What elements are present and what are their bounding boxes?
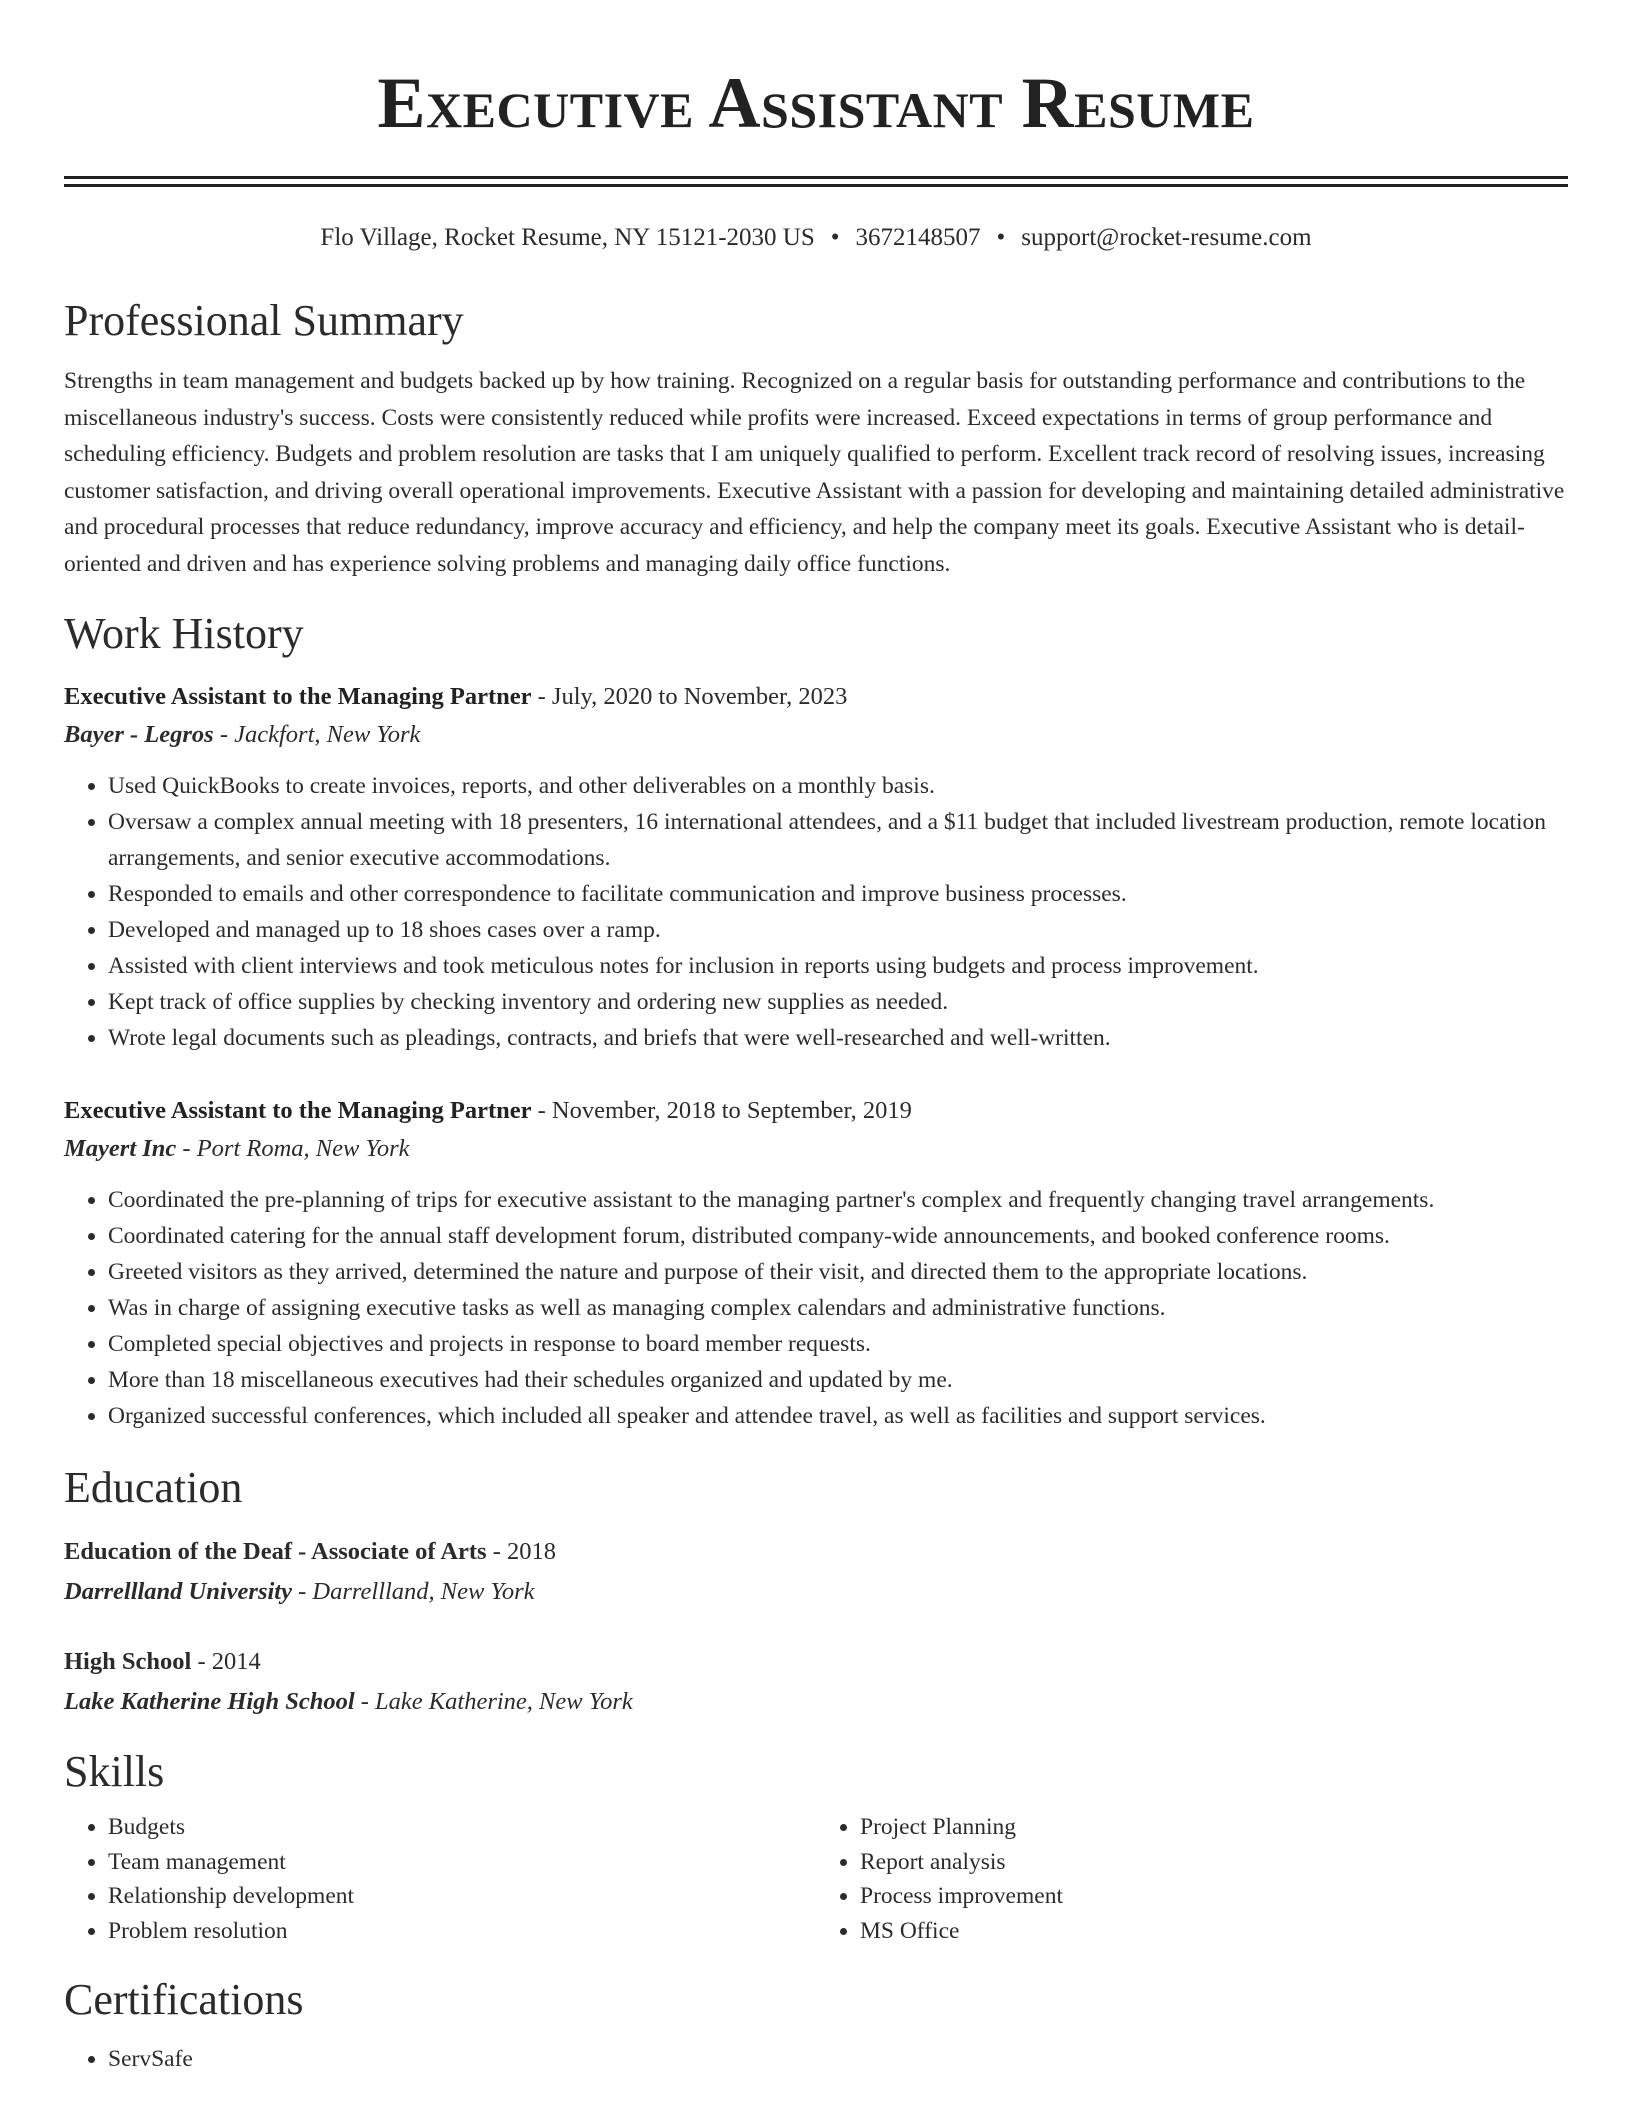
degree-name: Education of the Deaf - Associate of Arts (64, 1538, 487, 1565)
job-title-line (64, 1092, 1568, 1130)
school-location: - Lake Katherine, New York (354, 1688, 633, 1715)
contact-address: Flo Village, Rocket Resume, NY 15121-2030 US (320, 224, 815, 251)
contact-email[interactable]: support@rocket-resume.com (1021, 224, 1312, 251)
job-bullet: • Coordinated catering for the annual staff development forum, distributed company-wide announcements, and booked conference rooms. (108, 1218, 1568, 1254)
job-dates: - November, 2018 to September, 2019 (531, 1097, 912, 1124)
job-bullets (64, 768, 1568, 1056)
summary-heading: Professional Summary (64, 296, 464, 345)
job-bullet: • Was in charge of assigning executive tasks as well as managing complex calendars and administrative functions. (108, 1290, 1568, 1326)
skill-item: • Budgets (108, 1810, 816, 1845)
skill-item: • Project Planning (860, 1810, 1568, 1845)
summary-text: Strengths in team management and budgets backed up by how training. Recognized on a regular basis for outstanding performance and contributions to the miscellaneous industry's success. Costs were consistently reduced while profits were increased. Exceed expectations in terms of group performance and scheduling efficiency. Budgets and problem resolution are tasks that I am uniquely qualified to perform. Excellent track record of resolving issues, increasing customer satisfaction, and driving overall operational improvements. Executive Assistant with a passion for developing and maintaining detailed administrative and procedural processes that reduce redundancy, improve accuracy and efficiency, and help the company meet its goals. Executive Assistant who is detail-oriented and driven and has experience solving problems and managing daily office functions. (64, 368, 1565, 577)
certifications-list (64, 2042, 1568, 2076)
resume-title: Executive Assistant Resume (377, 63, 1255, 143)
job-entry (64, 1092, 1568, 1434)
company-name: Mayert Inc (64, 1135, 177, 1162)
job-bullet: • Oversaw a complex annual meeting with 18 presenters, 16 international attendees, and a $11 budget that included livestream production, remote location arrangements, and senior executive accommodations. (108, 804, 1568, 876)
skill-item: • Report analysis (860, 1845, 1568, 1880)
work-history-heading: Work History (64, 609, 304, 658)
job-entry (64, 678, 1568, 1056)
skills-column-left (64, 1810, 816, 1948)
job-title-line (64, 678, 1568, 716)
job-bullet: • Kept track of office supplies by checking inventory and ordering new supplies as needed. (108, 984, 1568, 1020)
skills-heading: Skills (64, 1747, 165, 1796)
contact-separator: • (996, 224, 1006, 251)
education-entry (64, 1532, 1568, 1612)
job-bullet: • Coordinated the pre-planning of trips for executive assistant to the managing partner's complex and frequently changing travel arrangements. (108, 1182, 1568, 1218)
skills-list (64, 1810, 1568, 1948)
school-location: - Darrellland, New York (292, 1578, 535, 1605)
company-location: - Port Roma, New York (176, 1135, 410, 1162)
certification-item: • ServSafe (108, 2042, 1568, 2076)
company-line (64, 716, 1568, 754)
job-bullet: • Used QuickBooks to create invoices, reports, and other deliverables on a monthly basis. (108, 768, 1568, 804)
job-dates: - July, 2020 to November, 2023 (531, 683, 848, 710)
job-bullet: • Completed special objectives and projects in response to board member requests. (108, 1326, 1568, 1362)
skill-item: • MS Office (860, 1914, 1568, 1949)
skill-item: • Problem resolution (108, 1914, 816, 1949)
school-name: Lake Katherine High School (64, 1688, 355, 1715)
job-bullet: • Wrote legal documents such as pleadings, contracts, and briefs that were well-researched and well-written. (108, 1020, 1568, 1056)
degree-year: - 2018 (486, 1538, 556, 1565)
certifications-heading: Certifications (64, 1975, 304, 2024)
job-bullet: • Responded to emails and other correspondence to facilitate communication and improve business processes. (108, 876, 1568, 912)
job-bullet: • Developed and managed up to 18 shoes cases over a ramp. (108, 912, 1568, 948)
job-title: Executive Assistant to the Managing Partner (64, 1097, 532, 1124)
skills-column-right (816, 1810, 1568, 1948)
school-line (64, 1572, 1568, 1612)
skill-item: • Team management (108, 1845, 816, 1880)
degree-line (64, 1532, 1568, 1572)
job-bullet: • Organized successful conferences, which included all speaker and attendee travel, as well as facilities and support services. (108, 1398, 1568, 1434)
education-heading: Education (64, 1463, 243, 1512)
job-title: Executive Assistant to the Managing Partner (64, 683, 532, 710)
job-bullet: • Assisted with client interviews and took meticulous notes for inclusion in reports using budgets and process improvement. (108, 948, 1568, 984)
job-bullets (64, 1182, 1568, 1434)
education-entry (64, 1642, 1568, 1722)
school-line (64, 1682, 1568, 1722)
header-double-rule (64, 176, 1568, 187)
contact-separator: • (830, 224, 840, 251)
skill-item: • Process improvement (860, 1879, 1568, 1914)
company-name: Bayer - Legros (64, 721, 214, 748)
skill-item: • Relationship development (108, 1879, 816, 1914)
degree-name: High School (64, 1648, 192, 1675)
degree-year: - 2014 (191, 1648, 261, 1675)
degree-line (64, 1642, 1568, 1682)
contact-line (64, 221, 1568, 255)
company-line (64, 1130, 1568, 1168)
contact-phone: 3672148507 (855, 224, 981, 251)
job-bullet: • Greeted visitors as they arrived, determined the nature and purpose of their visit, and directed them to the appropriate locations. (108, 1254, 1568, 1290)
company-location: - Jackfort, New York (213, 721, 421, 748)
school-name: Darrellland University (64, 1578, 292, 1605)
job-bullet: • More than 18 miscellaneous executives had their schedules organized and updated by me. (108, 1362, 1568, 1398)
